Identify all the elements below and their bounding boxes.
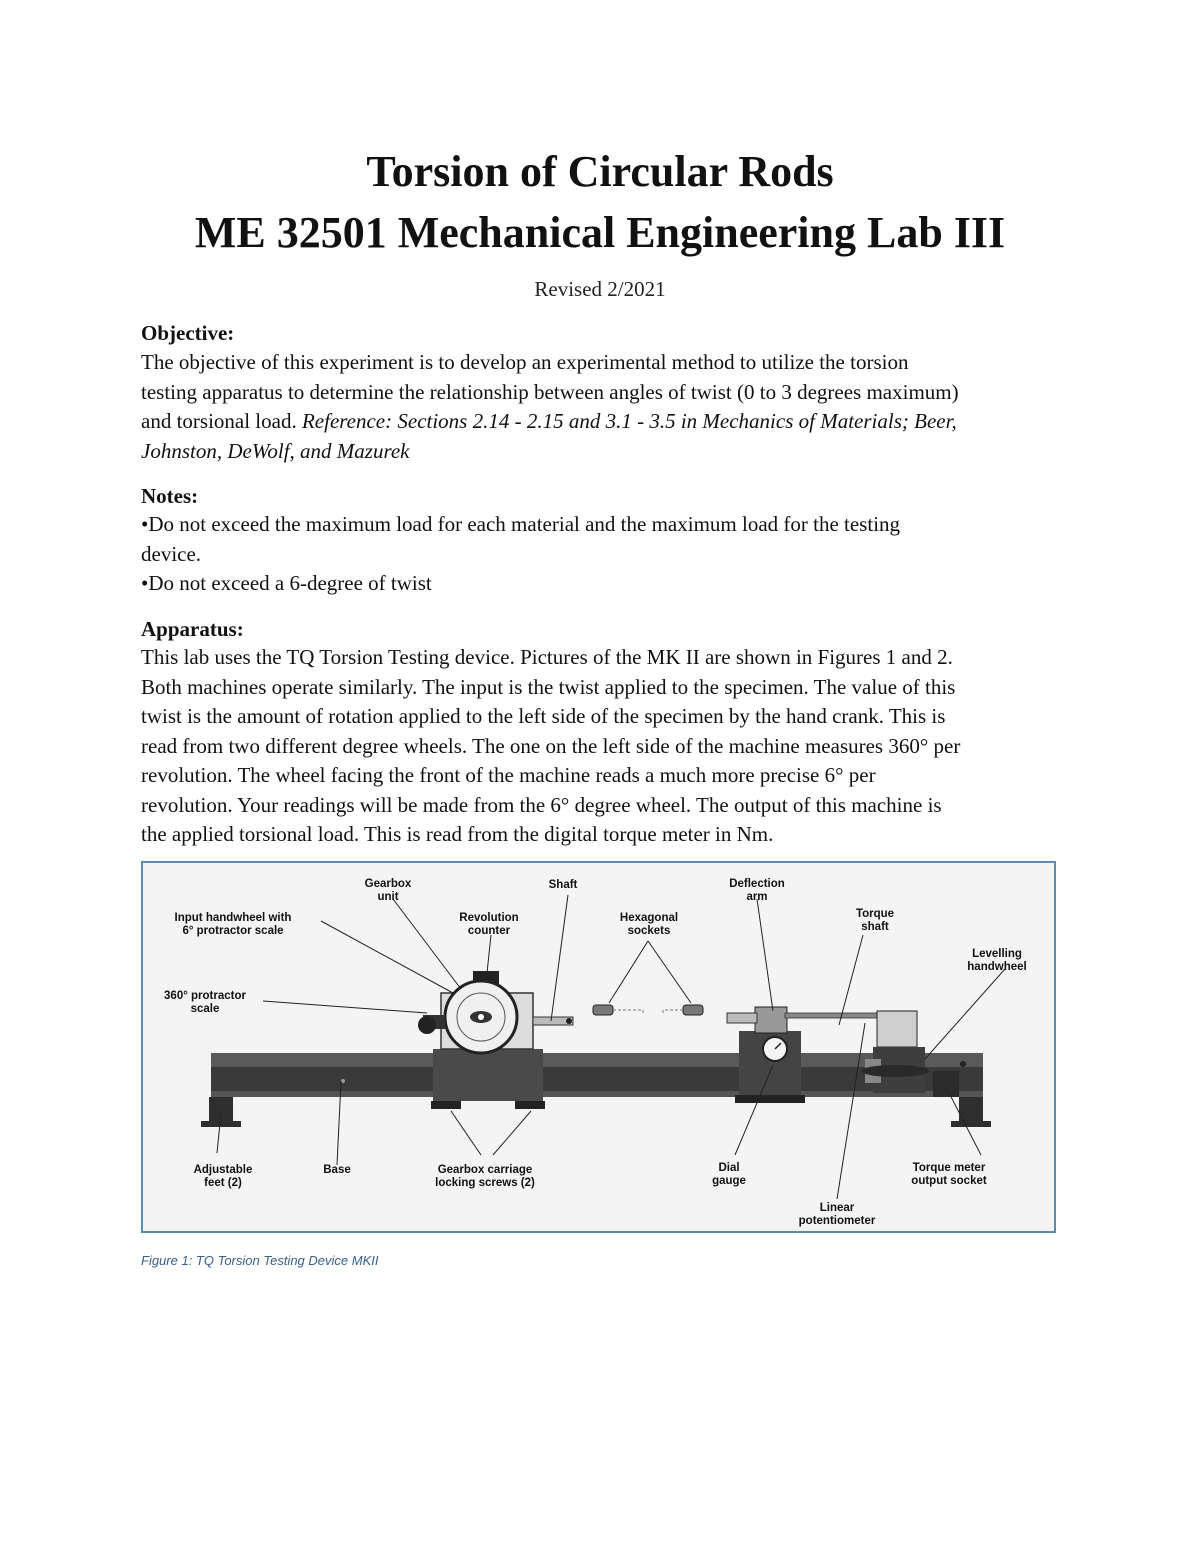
label-linear-potentiometer: Linear [819, 1202, 855, 1214]
torsion-device-illustration [143, 863, 1054, 1231]
label-gearbox-unit: Gearbox [364, 878, 412, 890]
label-360-protractor: scale [190, 1003, 220, 1015]
label-input-handwheel: Input handwheel with [174, 912, 292, 924]
objective-heading: Objective: [141, 321, 235, 345]
label-base: Base [323, 1164, 351, 1176]
label-levelling-handwheel: handwheel [967, 961, 1027, 973]
notes-heading: Notes: [141, 484, 199, 508]
objective-paragraph [141, 348, 1071, 466]
label-revolution-counter: counter [467, 925, 511, 937]
label-shaft: Shaft [548, 879, 578, 891]
objective-line: The objective of this experiment is to develop an experimental method to utilize the torsion [141, 350, 909, 374]
label-adjustable-feet: Adjustable [193, 1164, 253, 1176]
figure-caption: Figure 1: TQ Torsion Testing Device MKII [141, 1253, 379, 1268]
label-deflection-arm: arm [746, 891, 768, 903]
reference-authors: Johnston, DeWolf, and Mazurek [141, 438, 410, 463]
document-title: Torsion of Circular Rods [366, 147, 834, 196]
objective-line: testing apparatus to determine the relationship between angles of twist (0 to 3 degrees maximum) [141, 379, 959, 404]
apparatus-line: revolution. The wheel facing the front of the machine reads a much more precise 6° per [141, 763, 876, 787]
label-torque-meter: Torque meter [912, 1162, 986, 1174]
notes-paragraph [141, 510, 1071, 599]
label-deflection-arm: Deflection [729, 878, 785, 890]
apparatus-paragraph [141, 643, 1071, 850]
apparatus-line: the applied torsional load. This is read from the digital torque meter in Nm. [141, 822, 774, 846]
label-revolution-counter: Revolution [459, 912, 519, 924]
label-gearbox-carriage: Gearbox carriage [437, 1164, 533, 1176]
label-torque-shaft: Torque [855, 908, 895, 920]
label-adjustable-feet: feet (2) [204, 1177, 242, 1189]
input-shaft [533, 1017, 573, 1025]
label-hexagonal-sockets: Hexagonal [619, 912, 679, 924]
label-dial-gauge: Dial [718, 1162, 740, 1174]
apparatus-line: Both machines operate similarly. The input is the twist applied to the specimen. The value of this [141, 674, 956, 699]
objective-line-text: and torsional load. [141, 409, 302, 433]
label-gearbox-unit: unit [377, 891, 399, 903]
label-360-protractor: 360° protractor [164, 990, 246, 1002]
note-item: •Do not exceed the maximum load for each material and the maximum load for the testing [141, 512, 901, 536]
apparatus-line: This lab uses the TQ Torsion Testing device. Pictures of the MK II are shown in Figures 1 and 2. [141, 645, 953, 669]
note-item: device. [141, 541, 202, 566]
apparatus-line: read from two different degree wheels. The one on the left side of the machine measures 360° per [141, 733, 961, 758]
label-torque-shaft: shaft [861, 921, 889, 933]
course-title: ME 32501 Mechanical Engineering Lab III [194, 208, 1006, 257]
label-levelling-handwheel: Levelling [972, 948, 1022, 960]
apparatus-heading: Apparatus: [141, 617, 244, 641]
label-dial-gauge: gauge [712, 1175, 746, 1187]
hexagonal-sockets [593, 1005, 703, 1015]
label-gearbox-carriage: locking screws (2) [435, 1177, 535, 1189]
label-linear-potentiometer: potentiometer [798, 1215, 876, 1227]
apparatus-line: twist is the amount of rotation applied to the left side of the specimen by the hand crank. This is [141, 704, 946, 728]
objective-line [141, 407, 1071, 437]
apparatus-line: revolution. Your readings will be made from the 6° degree wheel. The output of this machine is [141, 792, 942, 817]
label-hexagonal-sockets: sockets [627, 925, 671, 937]
protractor-handwheel [418, 981, 517, 1053]
reference-text: Reference: Sections 2.14 - 2.15 and 3.1 - 3.5 in Mechanics of Materials; Beer, [301, 409, 957, 433]
label-torque-meter: output socket [911, 1175, 987, 1187]
objective-line [141, 437, 1071, 467]
revision-date: Revised 2/2021 [534, 277, 666, 301]
label-input-handwheel: 6° protractor scale [182, 925, 284, 937]
figure-torsion-device [141, 861, 1056, 1233]
note-item: •Do not exceed a 6-degree of twist [141, 571, 432, 595]
